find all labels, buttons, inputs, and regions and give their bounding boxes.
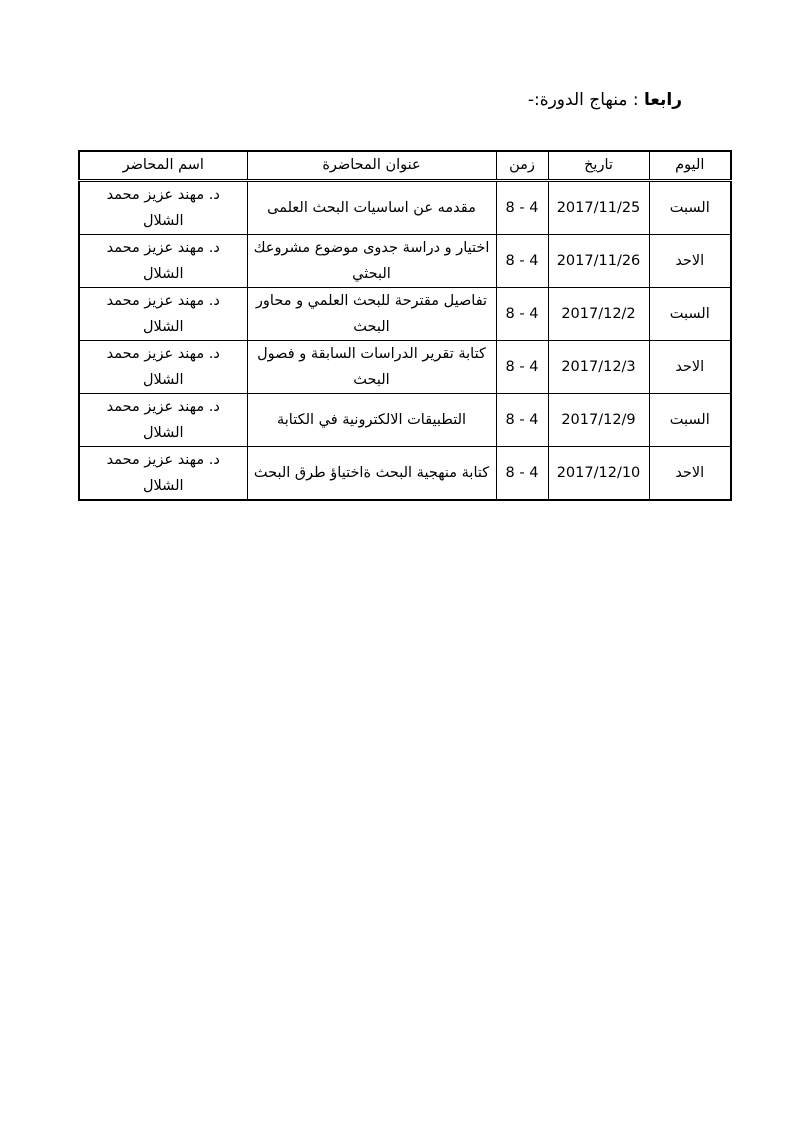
cell-day: الاحد — [649, 235, 731, 288]
cell-date: 2017/12/10 — [548, 447, 649, 501]
cell-date: 2017/11/25 — [548, 181, 649, 235]
cell-date: 2017/12/2 — [548, 288, 649, 341]
table-row — [79, 341, 731, 394]
header-time: زمن — [496, 151, 548, 181]
header-lecturer: اسم المحاضر — [79, 151, 247, 181]
cell-day: السبت — [649, 288, 731, 341]
cell-title: التطبيقات الالكترونية في الكتابة — [247, 394, 496, 447]
table-row — [79, 235, 731, 288]
cell-date: 2017/12/3 — [548, 341, 649, 394]
cell-title: كتابة منهجية البحث ةاختياؤ طرق البحث — [247, 447, 496, 501]
cell-date: 2017/11/26 — [548, 235, 649, 288]
cell-time: 4 - 8 — [496, 181, 548, 235]
section-heading — [528, 90, 682, 110]
cell-lecturer: د. مهند عزيز محمد الشلال — [79, 288, 247, 341]
cell-day: الاحد — [649, 341, 731, 394]
header-day: اليوم — [649, 151, 731, 181]
cell-time: 4 - 8 — [496, 341, 548, 394]
cell-day: السبت — [649, 181, 731, 235]
cell-time: 4 - 8 — [496, 288, 548, 341]
cell-lecturer: د. مهند عزيز محمد الشلال — [79, 447, 247, 501]
cell-time: 4 - 8 — [496, 447, 548, 501]
section-heading-text: : منهاج الدورة:- — [527, 90, 645, 110]
cell-day: الاحد — [649, 447, 731, 501]
cell-time: 4 - 8 — [496, 394, 548, 447]
cell-day: السبت — [649, 394, 731, 447]
table-row — [79, 288, 731, 341]
table-row — [79, 447, 731, 501]
cell-lecturer: د. مهند عزيز محمد الشلال — [79, 181, 247, 235]
cell-time: 4 - 8 — [496, 235, 548, 288]
cell-title: اختيار و دراسة جدوى موضوع مشروعك البحثي — [247, 235, 496, 288]
cell-lecturer: د. مهند عزيز محمد الشلال — [79, 394, 247, 447]
cell-lecturer: د. مهند عزيز محمد الشلال — [79, 235, 247, 288]
header-date: تاريخ — [548, 151, 649, 181]
cell-lecturer: د. مهند عزيز محمد الشلال — [79, 341, 247, 394]
course-schedule-table — [78, 150, 732, 501]
section-heading-number: رابعا — [644, 90, 682, 110]
cell-title: مقدمه عن اساسيات البحث العلمى — [247, 181, 496, 235]
cell-title: كتابة تقرير الدراسات السابقة و فصول البحث — [247, 341, 496, 394]
table-row — [79, 181, 731, 235]
header-title: عنوان المحاضرة — [247, 151, 496, 181]
cell-date: 2017/12/9 — [548, 394, 649, 447]
table-header-row — [79, 151, 731, 181]
cell-title: تفاصيل مقترحة للبحث العلمي و محاور البحث — [247, 288, 496, 341]
table-row — [79, 394, 731, 447]
